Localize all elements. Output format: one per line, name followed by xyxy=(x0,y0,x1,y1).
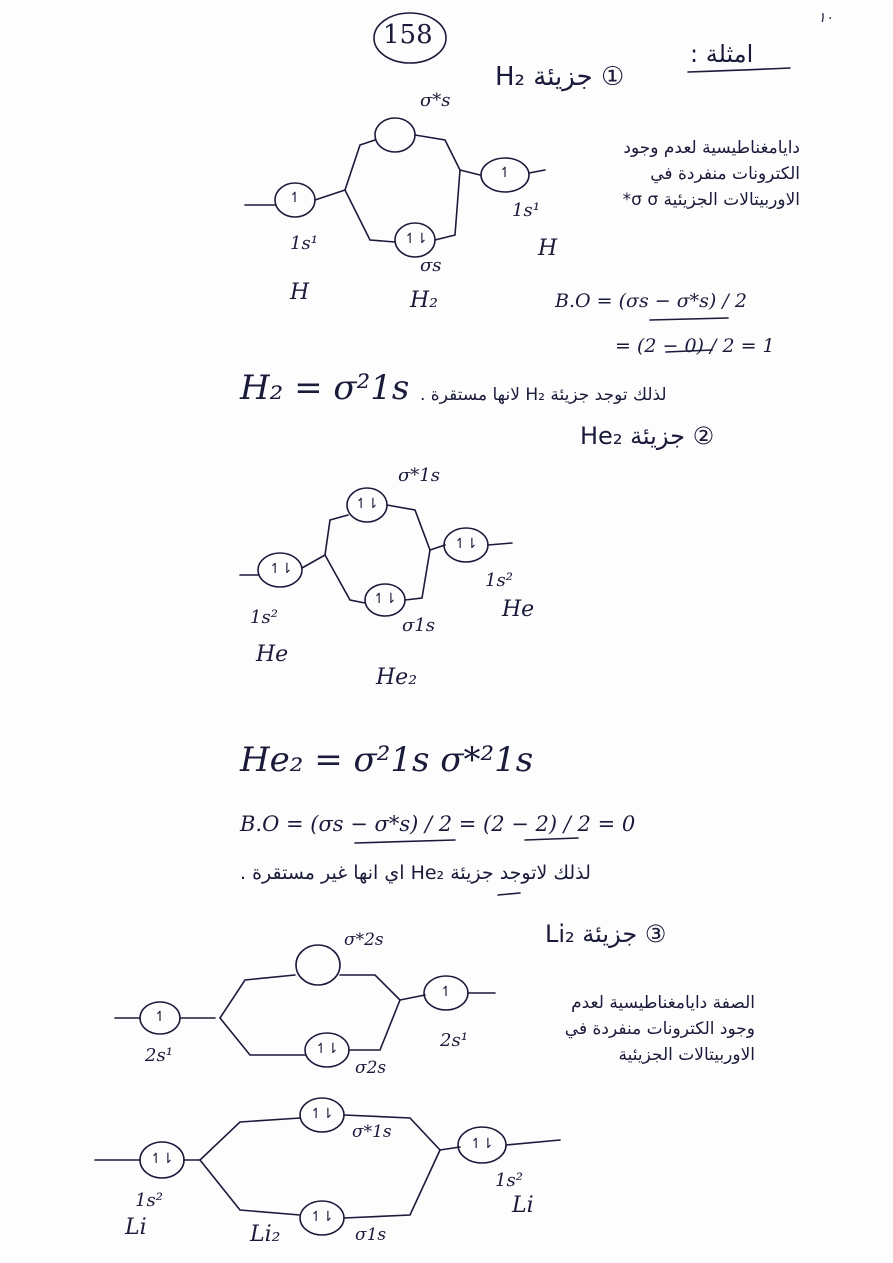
ex1-configuration: H₂ = σ²1s xyxy=(240,368,410,408)
ex2-orbital-left: 1s² xyxy=(250,607,278,628)
ex2-fraction-bar-1 xyxy=(355,840,455,843)
ex1-mo-bottom-label: σs xyxy=(420,255,442,276)
examples-heading: امثلة : xyxy=(690,40,754,68)
ex3-upper-mo-bottom-electrons: ↿⇂ xyxy=(315,1041,339,1057)
ex1-title: ① جزيئة H₂ xyxy=(495,62,625,92)
ex2-mo-top-electrons: ↿⇂ xyxy=(355,496,379,512)
ex3-upper-ao-right-electrons: ↿ xyxy=(440,984,452,1000)
ex1-atom-left: H xyxy=(290,280,310,305)
ex3-lower-mo-top-electrons: ↿⇂ xyxy=(310,1106,334,1122)
ex2-fraction-bar-2 xyxy=(525,838,578,840)
ex1-atom-right: H xyxy=(538,236,558,261)
ex2-title: ② جزيئة He₂ xyxy=(580,422,715,450)
ex1-note: دايامغناطيسية لعدم وجود الكترونات منفردة في الاوربيتالات الجزيئية σ σ* xyxy=(622,138,800,210)
ex3-upper-mo-bottom-label: σ2s xyxy=(355,1058,387,1078)
corner-mark: ١٠ xyxy=(818,10,834,26)
ex1-conclusion: لذلك توجد جزيئة H₂ لانها مستقرة . xyxy=(420,385,667,405)
header-underline xyxy=(688,68,790,72)
ex2-conclusion: لذلك لاتوجد جزيئة He₂ اي انها غير مستقرة . xyxy=(240,862,591,884)
ex2-mo-top-label: σ*1s xyxy=(398,465,440,486)
ex2-atom-right: He xyxy=(502,597,535,622)
ex2-atom-left: He xyxy=(256,642,289,667)
ex3-upper-orbital-right: 2s¹ xyxy=(440,1030,468,1051)
ex1-bond-order-1: B.O = (σs − σ*s) / 2 xyxy=(555,290,747,312)
ex2-orbital-right: 1s² xyxy=(485,570,513,591)
arabic-underline-3 xyxy=(498,893,520,895)
ex2-mo-bottom-electrons: ↿⇂ xyxy=(373,591,397,607)
ex3-upper-ao-left-electrons: ↿ xyxy=(154,1009,166,1025)
ex3-lower-mo-top-label: σ*1s xyxy=(352,1122,392,1142)
ex3-lower-mo-bottom-electrons: ↿⇂ xyxy=(310,1209,334,1225)
ex1-orbital-right: 1s¹ xyxy=(512,200,540,221)
ex3-atom-right: Li xyxy=(512,1193,534,1218)
ex3-lower-mo-bottom-label: σ1s xyxy=(355,1225,387,1245)
ex3-lower-orbital-right: 1s² xyxy=(495,1170,523,1191)
ex1-molecule: H₂ xyxy=(410,288,439,313)
ex1-ao-right-electrons: ↿ xyxy=(499,165,511,181)
ex3-title: ③ جزيئة Li₂ xyxy=(545,920,667,948)
ex3-atom-left: Li xyxy=(125,1215,147,1240)
ex3-molecule: Li₂ xyxy=(250,1222,281,1247)
ex2-bond-order: B.O = (σs − σ*s) / 2 = (2 − 2) / 2 = 0 xyxy=(240,812,636,836)
ex1-fraction-bar-1 xyxy=(650,318,728,320)
ex2-configuration: He₂ = σ²1s σ*²1s xyxy=(240,740,534,780)
ex2-ao-left-electrons: ↿⇂ xyxy=(269,561,293,577)
ex3-lower-ao-right-electrons: ↿⇂ xyxy=(470,1136,494,1152)
ex1-ao-left-electrons: ↿ xyxy=(289,190,301,206)
ex3-upper-mo-top-label: σ*2s xyxy=(344,930,384,950)
ex3-upper-orbital-left: 2s¹ xyxy=(145,1045,173,1066)
ex2-ao-right-electrons: ↿⇂ xyxy=(454,536,478,552)
ex1-mo-bottom-electrons: ↿⇂ xyxy=(404,231,428,247)
ex1-bond-order-2: = (2 − 0) / 2 = 1 xyxy=(615,335,775,357)
ex1-mo-top-label: σ*s xyxy=(420,90,451,111)
page-number: 158 xyxy=(383,20,433,50)
ex3-lower-orbital-left: 1s² xyxy=(135,1190,163,1211)
ex2-molecule: He₂ xyxy=(376,665,418,690)
ex2-mo-bottom-label: σ1s xyxy=(402,615,435,636)
ex3-lower-ao-left-electrons: ↿⇂ xyxy=(150,1151,174,1167)
ex3-note: الصفة دايامغناطيسية لعدم وجود الكترونات منفردة في الاوربيتالات الجزيئية xyxy=(564,993,755,1065)
ex1-orbital-left: 1s¹ xyxy=(290,233,318,254)
